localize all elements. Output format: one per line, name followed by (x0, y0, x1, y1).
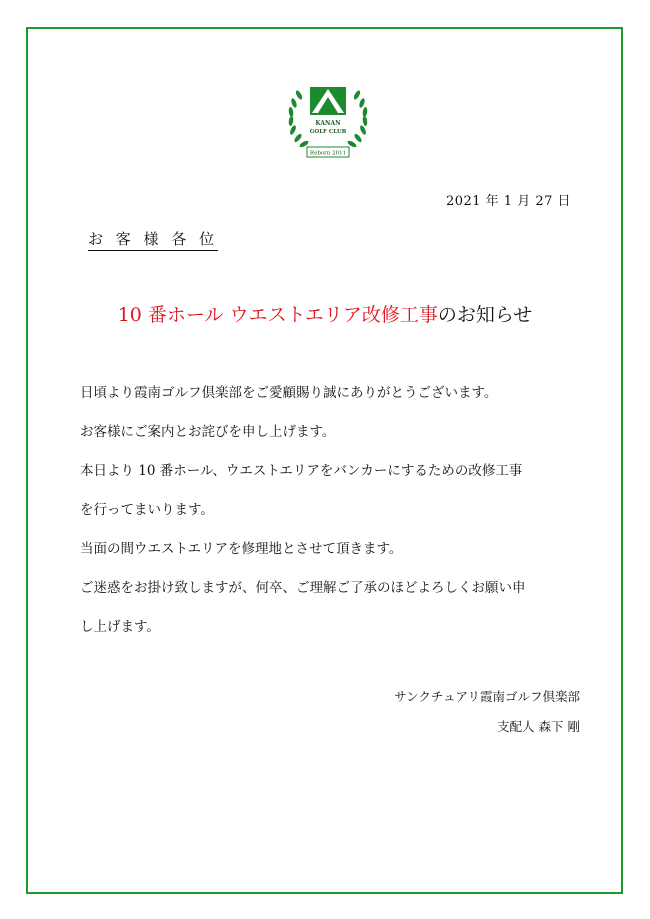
signature-organization: サンクチュアリ霞南ゴルフ倶楽部 (394, 689, 580, 704)
body-line: し上げます。 (80, 619, 160, 635)
logo-line2: GOLF CLUB (309, 129, 347, 135)
body-line: 日頃より霞南ゴルフ倶楽部をご愛顧賜り誠にありがとうございます。 (80, 385, 498, 401)
body-line: 本日より 10 番ホール、ウエストエリアをバンカーにするための改修工事 (80, 463, 523, 479)
salutation: お 客 様 各 位 (88, 228, 218, 251)
signature-manager: 支配人 森下 剛 (497, 719, 580, 734)
title-black-part: のお知らせ (437, 304, 533, 326)
logo-line1: KANAN (315, 120, 341, 127)
body-line: お客様にご案内とお詫びを申し上げます。 (80, 424, 336, 440)
notice-title (0, 300, 650, 327)
body-line: を行ってまいります。 (80, 502, 214, 518)
notice-date: 2021 年 1 月 27 日 (445, 194, 571, 209)
body-line: 当面の間ウエストエリアを修理地とさせて頂きます。 (80, 541, 403, 557)
body-line: ご迷惑をお掛け致しますが、何卒、ご理解ご了承のほどよろしくお願い申 (80, 580, 526, 596)
notice-body (80, 384, 580, 657)
title-red-part: 10 番ホール ウエストエリア改修工事 (117, 304, 438, 326)
club-logo-icon (283, 81, 373, 159)
logo-ribbon: Reborn 2011 (309, 150, 347, 157)
